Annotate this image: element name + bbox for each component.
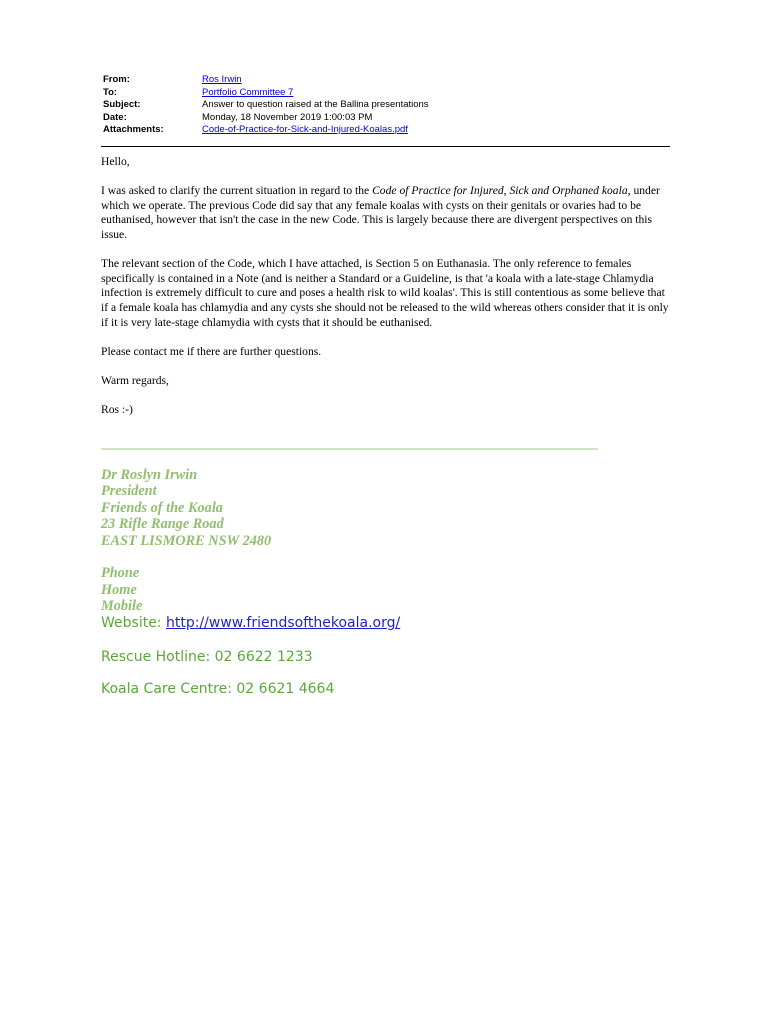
sign-off: Ros :-) (101, 403, 133, 417)
subject-value: Answer to question raised at the Ballina presentations (202, 99, 429, 110)
attachment-link[interactable]: Code-of-Practice-for-Sick-and-Injured-Koalas.pdf (202, 124, 408, 135)
signature-mobile: Mobile (101, 598, 143, 615)
from-row (103, 74, 670, 87)
paragraph-1-start: I was asked to clarify the current situation in regard to the (101, 184, 373, 198)
attachments-row (103, 124, 670, 137)
signature-org: Friends of the Koala (101, 499, 223, 516)
from-label: From: (103, 74, 130, 85)
signature-title: President (101, 483, 157, 500)
paragraph-1 (101, 184, 673, 242)
rescue-hotline: Rescue Hotline: 02 6622 1233 (101, 649, 313, 665)
paragraph-3: Please contact me if there are further questions. (101, 344, 322, 358)
date-label: Date: (103, 111, 127, 123)
paragraph-1-end: , under which we operate. The previous Code did say that any female koalas with cysts on their genitals or ovaries had to be euthanised, however that isn't the case in the new Code. This is largely because there are divergent perspectives on this issue. (101, 184, 660, 241)
from-link[interactable]: Ros Irwin (202, 74, 242, 85)
email-body (101, 155, 673, 432)
subject-row (103, 99, 670, 112)
code-of-practice-title: Code of Practice for Injured, Sick and Orphaned koala (372, 184, 628, 198)
greeting: Hello, (101, 155, 130, 168)
email-header (103, 74, 670, 137)
signature-city: EAST LISMORE NSW 2480 (101, 532, 272, 549)
header-divider (101, 146, 670, 147)
to-row (103, 87, 670, 100)
website-link[interactable]: http://www.friendsofthekoala.org/ (165, 615, 401, 631)
website-line (101, 615, 661, 631)
date-value: Monday, 18 November 2019 1:00:03 PM (202, 111, 373, 123)
paragraph-2: The relevant section of the Code, which I have attached, is Section 5 on Euthanasia. The only reference to females specifically is contained in a Note (and is neither a Standard or a Guideline, is that 'a koala with a late-stage Chlamydia infection is extremely difficult to cure and poses a health risk to wild koalas'. This is still contentious as some believe that if a female koala has chlamydia and any cysts she should not be released to the wild whereas others consider that it is only if it is very late-stage chlamydia with cysts that it should be euthanised. (101, 257, 669, 329)
website-label: Website: (101, 615, 166, 631)
koala-care-centre: Koala Care Centre: 02 6621 4664 (101, 681, 335, 697)
signature-spacer (101, 549, 601, 565)
attachments-label: Attachments: (103, 124, 164, 135)
signature-phone: Phone (101, 565, 140, 582)
signature-block (101, 467, 601, 615)
date-row (103, 112, 670, 125)
signature-name: Dr Roslyn Irwin (101, 467, 198, 483)
signature-home: Home (101, 581, 137, 598)
closing: Warm regards, (101, 373, 169, 387)
to-label: To: (103, 86, 118, 98)
signature-divider (101, 448, 598, 450)
subject-label: Subject: (103, 99, 141, 110)
to-link[interactable]: Portfolio Committee 7 (202, 86, 294, 98)
signature-street: 23 Rifle Range Road (101, 516, 224, 533)
